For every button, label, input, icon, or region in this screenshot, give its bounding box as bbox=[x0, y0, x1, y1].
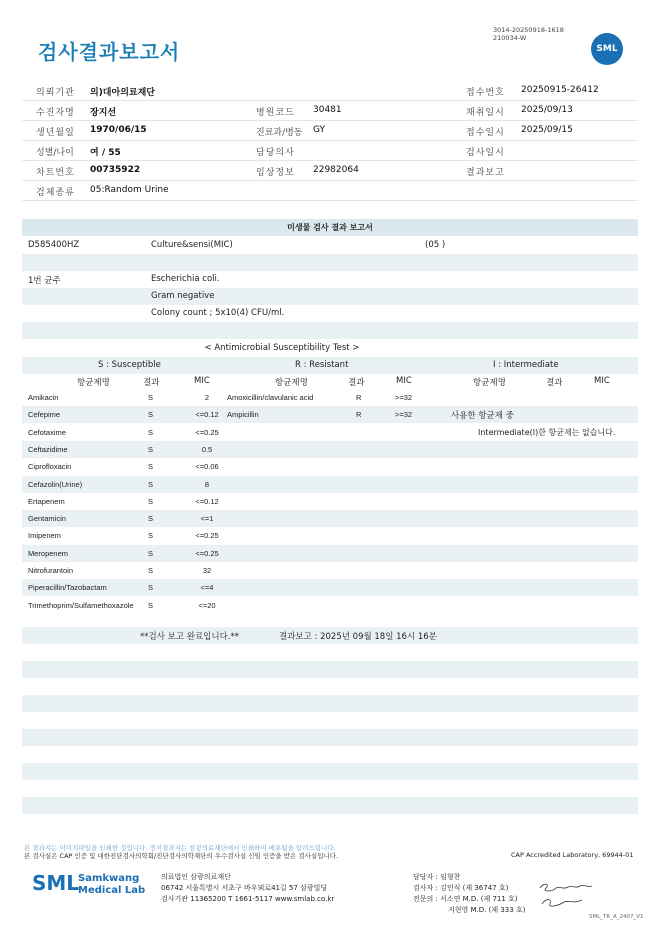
col-drug-2: 항균제명 bbox=[275, 378, 308, 388]
col-drug-3: 항균제명 bbox=[473, 378, 506, 388]
drug-mic: 0.5 bbox=[201, 444, 213, 454]
drug-name: Cefazolin(Urine) bbox=[28, 479, 83, 489]
drug-mic: 8 bbox=[204, 479, 210, 489]
subject-value: 장지선 bbox=[90, 108, 117, 118]
table-row bbox=[22, 562, 638, 579]
col-mic-1: MIC bbox=[194, 376, 210, 386]
cap-accreditation: CAP Accredited Laboratory, 69944-01 bbox=[511, 851, 634, 859]
hospital-code-value: 30481 bbox=[313, 105, 342, 115]
subject-label: 수진자명 bbox=[36, 108, 75, 118]
doc-id-line2: 210034-W bbox=[493, 34, 527, 42]
drug-name: Ceftazidime bbox=[28, 444, 68, 454]
org-address: 06742 서울특별시 서초구 바우뫼로41길 57 삼광빌딩 bbox=[161, 884, 328, 892]
specimen-label: 검체종류 bbox=[36, 188, 75, 198]
drug-mic: <=0.12 bbox=[195, 496, 219, 506]
table-row bbox=[22, 424, 638, 441]
drug-name: Cefotaxime bbox=[28, 427, 66, 437]
drug-result: S bbox=[148, 427, 154, 437]
manager-name: 임형찬 bbox=[440, 873, 461, 881]
page-title: 검사결과보고서 bbox=[38, 40, 181, 64]
expert2-name: 지현영 M.D. (제 333 호) bbox=[448, 906, 526, 914]
drug-result: S bbox=[148, 600, 154, 610]
colony-count: Colony count ; 5x10(4) CFU/ml. bbox=[151, 308, 285, 318]
table-row bbox=[22, 527, 638, 544]
gram-stain: Gram negative bbox=[151, 291, 215, 301]
drug-name: Trimethoprim/Sulfamethoxazole bbox=[28, 600, 134, 610]
section-title: 미생물 검사 결과 보고서 bbox=[287, 223, 373, 232]
clinical-value: 22982064 bbox=[313, 165, 359, 175]
document-id bbox=[493, 26, 593, 42]
sex-age-value: 여 / 55 bbox=[90, 148, 121, 158]
ast-title-row bbox=[22, 340, 638, 357]
drug-name: Amoxicillin/clavulanic acid bbox=[227, 393, 314, 402]
empty-band bbox=[22, 763, 638, 780]
dept-label: 진료과/병동 bbox=[256, 128, 303, 138]
test-name: Culture&sensi(MIC) bbox=[151, 240, 233, 250]
table-row bbox=[22, 389, 638, 406]
brand-line2: Medical Lab bbox=[78, 885, 146, 896]
legend-s: S : Susceptible bbox=[98, 360, 161, 370]
drug-result: S bbox=[148, 462, 154, 472]
col-result-1: 결과 bbox=[143, 378, 160, 388]
gram-band bbox=[22, 288, 638, 305]
table-row bbox=[22, 597, 638, 614]
col-mic-3: MIC bbox=[594, 376, 610, 386]
receipt-date-label: 접수일시 bbox=[466, 128, 505, 138]
report-time: 결과보고 : 2025년 09월 18일 16시 16분 bbox=[279, 632, 437, 642]
drug-name: Nitrofurantoin bbox=[28, 566, 74, 575]
print-warning: 본 결과지는 이미지파일을 인쇄한 것입니다. 정식결과지는 삼광의료재단에서 인쇄하여 배포됨을 알려드립니다. bbox=[24, 844, 336, 852]
samkwang-logo-mark: SML bbox=[32, 871, 80, 895]
hospital-code-label: 병원코드 bbox=[256, 108, 295, 118]
col-mic-2: MIC bbox=[396, 376, 412, 386]
drug-name: Ampicillin bbox=[227, 410, 259, 420]
collect-date-label: 채취일시 bbox=[466, 108, 505, 118]
sml-logo: SML bbox=[591, 33, 623, 65]
drug-result: S bbox=[148, 444, 154, 454]
chart-no-label: 차트번호 bbox=[36, 168, 75, 178]
empty-band bbox=[22, 729, 638, 746]
institution-label: 의뢰기관 bbox=[36, 88, 75, 98]
empty-band bbox=[22, 695, 638, 712]
table-row bbox=[22, 545, 638, 562]
dob-label: 생년월일 bbox=[36, 128, 75, 138]
info-row-2 bbox=[22, 101, 638, 121]
drug-mic: <=1 bbox=[200, 514, 214, 524]
drug-name: Gentamicin bbox=[28, 514, 66, 524]
ast-title: < Antimicrobial Susceptibility Test > bbox=[204, 343, 360, 353]
col-result-3: 결과 bbox=[546, 378, 563, 388]
info-row-3 bbox=[22, 121, 638, 141]
col-result-2: 결과 bbox=[348, 378, 365, 388]
col-drug-1: 항균제명 bbox=[77, 378, 110, 388]
collect-date-value: 2025/09/13 bbox=[521, 105, 573, 115]
complete-band bbox=[22, 627, 638, 644]
doc-id-line1: 3014-20250918-1618 bbox=[493, 26, 564, 34]
expert1-name: 서소연 M.D. (제 711 호) bbox=[440, 895, 518, 903]
institution-value: 의)대아의료재단 bbox=[90, 88, 155, 98]
intermediate-note-2: Intermediate(I)한 항균제는 없습니다. bbox=[478, 427, 616, 437]
info-row-4 bbox=[22, 141, 638, 161]
drug-mic: >=32 bbox=[395, 393, 413, 402]
drug-mic: 32 bbox=[202, 566, 212, 575]
drug-result: S bbox=[148, 548, 154, 558]
drug-mic: <=0.25 bbox=[195, 427, 219, 437]
intermediate-note-1: 사용한 항균제 중 bbox=[451, 411, 514, 422]
organism-row bbox=[22, 271, 638, 288]
drug-result: S bbox=[148, 410, 154, 420]
certification-note: 본 검사실은 CAP 인증 및 대한진단검사의학회/진단검사의학재단의 우수검사실 신임 인증을 받은 검사실입니다. bbox=[24, 852, 339, 860]
drug-mic: <=0.12 bbox=[195, 410, 219, 420]
table-row bbox=[22, 441, 638, 458]
drug-name: Ciprofloxacin bbox=[28, 462, 72, 472]
dept-value: GY bbox=[313, 125, 326, 135]
info-row-1 bbox=[22, 81, 638, 101]
table-row bbox=[22, 406, 638, 423]
expert-label: 전문의 : bbox=[413, 895, 438, 903]
section-title-band bbox=[22, 219, 638, 236]
doctor-label: 담당의사 bbox=[256, 148, 295, 158]
drug-result: S bbox=[148, 583, 154, 593]
colony-row bbox=[22, 305, 638, 322]
legend-i: I : Intermediate bbox=[493, 360, 559, 370]
test-code: D585400HZ bbox=[28, 240, 80, 250]
drug-result: S bbox=[148, 531, 154, 541]
tester-name: 김민식 (제 36747 호) bbox=[440, 884, 509, 892]
empty-band bbox=[22, 661, 638, 678]
drug-mic: <=0.25 bbox=[195, 548, 219, 558]
drug-result: S bbox=[148, 514, 154, 524]
table-row bbox=[22, 493, 638, 510]
drug-mic: <=0.25 bbox=[195, 531, 219, 541]
org-name: 의료법인 삼광의료재단 bbox=[161, 873, 231, 881]
blank-band bbox=[22, 254, 638, 271]
test-code2: (05 ) bbox=[425, 240, 446, 250]
legend-band bbox=[22, 357, 638, 374]
signature-image bbox=[538, 880, 594, 910]
table-row bbox=[22, 476, 638, 493]
table-row bbox=[22, 458, 638, 475]
org-contact: 검사기관 11365200 T 1661-5117 www.smlab.co.kr bbox=[161, 895, 335, 903]
drug-name: Ertapenem bbox=[28, 496, 65, 506]
info-row-5 bbox=[22, 161, 638, 181]
report-label: 결과보고 bbox=[466, 168, 505, 178]
signatories bbox=[413, 872, 525, 916]
drug-result: S bbox=[148, 393, 154, 402]
drug-result: R bbox=[356, 410, 362, 420]
drug-name: Piperacillin/Tazobactam bbox=[28, 583, 107, 593]
clinical-label: 임상정보 bbox=[256, 168, 295, 178]
receipt-date-value: 2025/09/15 bbox=[521, 125, 573, 135]
drug-result: S bbox=[148, 566, 154, 575]
drug-result: R bbox=[356, 393, 362, 402]
drug-result: S bbox=[148, 496, 154, 506]
table-row bbox=[22, 579, 638, 596]
empty-band bbox=[22, 797, 638, 814]
drug-name: Amikacin bbox=[28, 393, 59, 402]
drug-mic: <=0.06 bbox=[195, 462, 219, 472]
tester-label: 검사자 : bbox=[413, 884, 438, 892]
ast-header-row bbox=[22, 373, 638, 390]
manager-label: 담당자 : bbox=[413, 873, 438, 881]
samkwang-logo-text bbox=[78, 873, 145, 897]
complete-message: **검사 보고 완료입니다.** bbox=[140, 632, 240, 642]
drug-name: Cefepime bbox=[28, 410, 61, 420]
receipt-no-value: 20250915-26412 bbox=[521, 85, 599, 95]
specimen-value: 05:Random Urine bbox=[90, 185, 169, 195]
drug-mic: >=32 bbox=[395, 410, 413, 420]
org-info bbox=[161, 872, 334, 905]
blank-band-2 bbox=[22, 322, 638, 339]
test-row bbox=[22, 237, 638, 254]
table-row bbox=[22, 510, 638, 527]
organism-name: Escherichia coli. bbox=[151, 274, 220, 284]
drug-result: S bbox=[148, 479, 154, 489]
info-row-6 bbox=[22, 181, 638, 201]
test-date-label: 검사일시 bbox=[466, 148, 505, 158]
chart-no-value: 00735922 bbox=[90, 165, 141, 175]
receipt-no-label: 접수번호 bbox=[466, 88, 505, 98]
brand-line1: Samkwang bbox=[78, 873, 140, 884]
drug-name: Meropenem bbox=[28, 548, 69, 558]
dob-value: 1970/06/15 bbox=[90, 125, 147, 135]
drug-mic: <=4 bbox=[200, 583, 214, 593]
drug-mic: <=20 bbox=[198, 600, 216, 610]
legend-r: R : Resistant bbox=[295, 360, 349, 370]
sex-age-label: 성별/나이 bbox=[36, 148, 74, 158]
drug-mic: 2 bbox=[204, 393, 210, 402]
form-code: SML_TR_A_2407_V1 bbox=[589, 914, 644, 920]
drug-name: Imipenem bbox=[28, 531, 61, 541]
organism-label: 1번 균주 bbox=[28, 276, 61, 286]
